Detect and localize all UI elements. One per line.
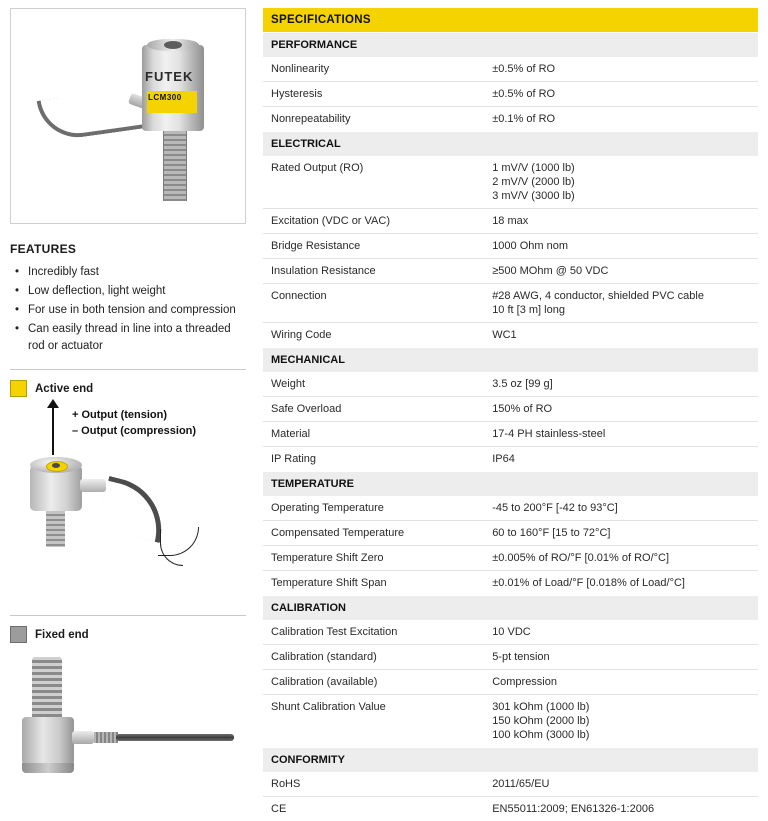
spec-value-line: 301 kOhm (1000 lb) (492, 700, 750, 714)
spec-value-line: 100 kOhm (3000 lb) (492, 728, 750, 742)
fixed-diagram-cable (116, 734, 234, 741)
spec-row-value (484, 670, 758, 695)
spec-value-line: ±0.005% of RO/°F [0.01% of RO/°C] (492, 551, 750, 565)
active-diagram-thread-hole (52, 463, 60, 468)
spec-row-value (484, 797, 758, 821)
fixed-end-swatch (10, 626, 27, 643)
spec-value-line: EN55011:2009; EN61326-1:2006 (492, 802, 750, 816)
table-row (263, 521, 758, 546)
table-row (263, 57, 758, 82)
fixed-end-label: Fixed end (35, 629, 89, 641)
product-label-text: LCM300 (148, 93, 182, 102)
spec-row-value (484, 422, 758, 447)
table-row (263, 323, 758, 348)
table-row (263, 620, 758, 645)
spec-section-label: TEMPERATURE (263, 472, 758, 497)
spec-row-value (484, 284, 758, 323)
spec-row-label: Calibration (available) (263, 670, 484, 695)
spec-value-line: 150 kOhm (2000 lb) (492, 714, 750, 728)
spec-section-label: CALIBRATION (263, 596, 758, 621)
output-tension-label: + Output (tension) (72, 409, 167, 421)
spec-value-line: ≥500 MOhm @ 50 VDC (492, 264, 750, 278)
table-row (263, 670, 758, 695)
spec-section-row (263, 748, 758, 773)
spec-row-label: Excitation (VDC or VAC) (263, 209, 484, 234)
active-end-swatch (10, 380, 27, 397)
spec-value-line: ±0.01% of Load/°F [0.018% of Load/°C] (492, 576, 750, 590)
spec-value-line: -45 to 200°F [-42 to 93°C] (492, 501, 750, 515)
spec-row-label: Rated Output (RO) (263, 156, 484, 209)
table-row (263, 397, 758, 422)
spec-row-value (484, 156, 758, 209)
spec-row-label: Bridge Resistance (263, 234, 484, 259)
spec-row-label: Hysteresis (263, 82, 484, 107)
spec-row-label: Weight (263, 372, 484, 397)
table-row (263, 234, 758, 259)
spec-value-line: ±0.5% of RO (492, 62, 750, 76)
spec-row-label: IP Rating (263, 447, 484, 472)
spec-row-value (484, 372, 758, 397)
spec-row-value (484, 82, 758, 107)
fixed-end-diagram (10, 647, 246, 797)
table-row (263, 797, 758, 821)
spec-row-label: Temperature Shift Zero (263, 546, 484, 571)
spec-row-label: Nonlinearity (263, 57, 484, 82)
active-diagram-stud (46, 511, 65, 547)
spec-section-label: PERFORMANCE (263, 33, 758, 58)
fixed-diagram-connector (72, 731, 94, 744)
specifications-table (263, 8, 758, 821)
spec-section-label: MECHANICAL (263, 348, 758, 373)
fixed-end-legend (10, 626, 248, 643)
spec-row-label: Calibration Test Excitation (263, 620, 484, 645)
spec-row-value (484, 772, 758, 797)
spec-row-label: Shunt Calibration Value (263, 695, 484, 748)
product-photo-body (142, 45, 204, 131)
spec-value-line: 18 max (492, 214, 750, 228)
spec-value-line: 3.5 oz [99 g] (492, 377, 750, 391)
table-row (263, 645, 758, 670)
spec-row-value (484, 57, 758, 82)
active-end-diagram (10, 401, 246, 601)
table-row (263, 772, 758, 797)
spec-value-line: 1000 Ohm nom (492, 239, 750, 253)
table-row (263, 447, 758, 472)
fixed-diagram-base (22, 763, 74, 773)
spec-row-label: Insulation Resistance (263, 259, 484, 284)
up-arrow-icon (52, 407, 54, 455)
spec-row-value (484, 496, 758, 521)
spec-row-value (484, 620, 758, 645)
features-list (10, 264, 248, 355)
spec-value-line: ±0.5% of RO (492, 87, 750, 101)
spec-row-label: Operating Temperature (263, 496, 484, 521)
spec-value-line: ±0.1% of RO (492, 112, 750, 126)
table-row (263, 546, 758, 571)
spec-row-label: RoHS (263, 772, 484, 797)
spec-row-label: Compensated Temperature (263, 521, 484, 546)
table-row (263, 284, 758, 323)
spec-value-line: 1 mV/V (1000 lb) (492, 161, 750, 175)
product-photo-threaded-stud (163, 131, 187, 201)
table-row (263, 695, 758, 748)
spec-row-value (484, 323, 758, 348)
spec-row-label: Connection (263, 284, 484, 323)
specifications-title-row (263, 8, 758, 33)
spec-row-value (484, 695, 758, 748)
fixed-diagram-strain-relief (94, 732, 118, 743)
spec-section-label: ELECTRICAL (263, 132, 758, 157)
spec-value-line: #28 AWG, 4 conductor, shielded PVC cable (492, 289, 750, 303)
list-item: • Low deflection, light weight (26, 283, 248, 300)
spec-row-label: Calibration (standard) (263, 645, 484, 670)
spec-row-value (484, 571, 758, 596)
spec-row-value (484, 107, 758, 132)
spec-value-line: 2011/65/EU (492, 777, 750, 791)
spec-row-value (484, 447, 758, 472)
spec-section-row (263, 132, 758, 157)
product-photo-top-hole (164, 41, 182, 49)
list-item: • For use in both tension and compression (26, 302, 248, 319)
spec-value-line: 3 mV/V (3000 lb) (492, 189, 750, 203)
spec-value-line: 5-pt tension (492, 650, 750, 664)
spec-value-line: Compression (492, 675, 750, 689)
list-item: • Can easily thread in line into a threaded rod or actuator (26, 321, 248, 355)
spec-row-value (484, 234, 758, 259)
spec-value-line: 150% of RO (492, 402, 750, 416)
spec-row-value (484, 209, 758, 234)
spec-section-row (263, 472, 758, 497)
spec-value-line: 10 ft [3 m] long (492, 303, 750, 317)
spec-row-value (484, 259, 758, 284)
spec-value-line: 10 VDC (492, 625, 750, 639)
active-diagram-wire-2 (160, 529, 183, 566)
table-row (263, 372, 758, 397)
table-row (263, 82, 758, 107)
spec-section-label: CONFORMITY (263, 748, 758, 773)
spec-section-row (263, 348, 758, 373)
specifications-table-body (263, 8, 758, 821)
active-end-label: Active end (35, 383, 93, 395)
spec-row-value (484, 397, 758, 422)
left-column (10, 8, 248, 797)
spec-row-value (484, 521, 758, 546)
spec-row-value (484, 645, 758, 670)
specifications-title: SPECIFICATIONS (263, 8, 758, 33)
spec-value-line: 2 mV/V (2000 lb) (492, 175, 750, 189)
divider (10, 615, 246, 616)
table-row (263, 422, 758, 447)
spec-row-label: Temperature Shift Span (263, 571, 484, 596)
output-compression-label: – Output (compression) (72, 425, 196, 437)
spec-section-row (263, 596, 758, 621)
active-end-legend (10, 380, 248, 397)
table-row (263, 107, 758, 132)
spec-value-line: IP64 (492, 452, 750, 466)
fixed-diagram-stud (32, 657, 62, 719)
spec-row-label: Material (263, 422, 484, 447)
spec-value-line: 17-4 PH stainless-steel (492, 427, 750, 441)
spec-value-line: WC1 (492, 328, 750, 342)
features-heading: FEATURES (10, 242, 248, 256)
spec-row-label: Wiring Code (263, 323, 484, 348)
active-diagram-connector (80, 479, 106, 492)
product-photo (10, 8, 246, 224)
table-row (263, 209, 758, 234)
list-item: • Incredibly fast (26, 264, 248, 281)
divider (10, 369, 246, 370)
product-brand-text: FUTEK (145, 69, 193, 84)
spec-row-value (484, 546, 758, 571)
spec-row-label: CE (263, 797, 484, 821)
fixed-diagram-body (22, 717, 74, 765)
table-row (263, 496, 758, 521)
spec-section-row (263, 33, 758, 58)
spec-row-label: Nonrepeatability (263, 107, 484, 132)
spec-value-line: 60 to 160°F [15 to 72°C] (492, 526, 750, 540)
table-row (263, 571, 758, 596)
table-row (263, 259, 758, 284)
spec-row-label: Safe Overload (263, 397, 484, 422)
table-row (263, 156, 758, 209)
